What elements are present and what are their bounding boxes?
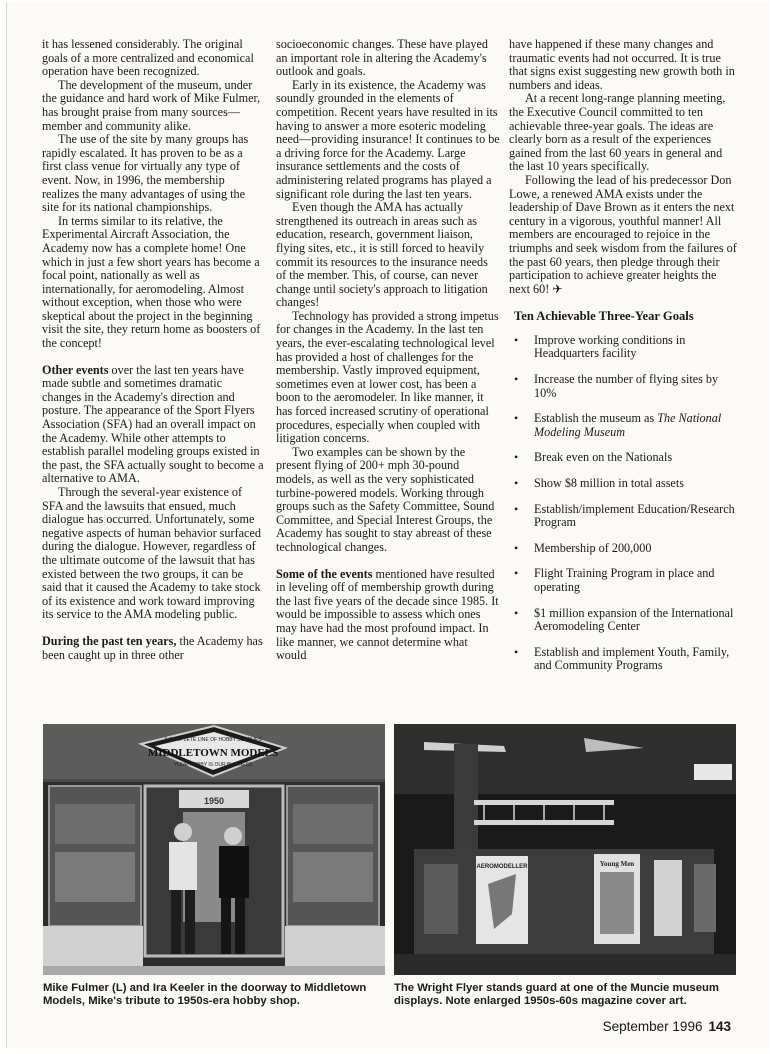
paragraph (42, 635, 264, 662)
goal-text-part: Establish the museum as (534, 411, 658, 426)
goal-item (514, 373, 737, 400)
photo-caption-right: The Wright Flyer stands guard at one of the Muncie museum displays. Note enlarged 1950s-60s magazine cover art. (394, 982, 719, 1007)
goal-text (534, 412, 737, 439)
museum-name: The National Modeling Museum (534, 411, 722, 439)
bullet-icon: • (514, 332, 519, 347)
paragraph-text: Following the lead of his predecessor Don Lowe, a renewed AMA exists under the leadership of Dave Brown as it enters the next century in a vigorous, youthful manner! All members are encouraged to rejoice in the triumphs and seek wisdom from the failures of the past 60 years, then pledge through their participation to achieve greater heights the next 60! (509, 172, 737, 296)
goal-item (514, 503, 737, 530)
paragraph (509, 174, 737, 296)
bullet-icon: • (514, 501, 519, 516)
paragraph: At a recent long-range planning meeting, the Executive Council committed to ten achievable three-year goals. The ideas are clearly born as a result of the experiences gained from the last 60 years in general and the last 10 years specifically. (509, 91, 726, 174)
paragraph: Early in its existence, the Academy was soundly grounded in the elements of competition. Recent years have resulted in its having to answer a more esoteric modeling need—providing insurance! It continues to be a driving force for the Academy. Large insurance settlements and the costs of administering related programs has played a significant role during the last ten years. (276, 77, 500, 201)
goal-text: Flight Training Program in place and operating (534, 566, 715, 594)
text-column-2 (276, 38, 500, 663)
paragraph: Through the several-year existence of SFA and the lawsuits that ensued, much dialogue has occurred. Unfortunately, some negative aspects of human behavior surfaced during the dialogue. However, regardless of the ultimate outcome of the lawsuit that has existed between the two groups, it can be said that it caused the Academy to take stock of its existence and work toward improving its service to the AMA modeling public. (42, 485, 261, 622)
airplane-icon: ✈ (552, 281, 563, 296)
paragraph: it has lessened considerably. The original goals of a more centralized and economical operation have been recognized. (42, 37, 254, 79)
hobby-shop-photo (43, 724, 385, 975)
hobby-shop-illustration (43, 724, 385, 975)
sign-main-text: MIDDLETOWN MODELS (147, 747, 279, 759)
paragraph: Even though the AMA has actually strengthened its outreach in areas such as education, research, government liaison, flying sites, etc., it is still forced to heavily commit its resources to the insurance needs of the member. This, of course, can never change until society's approach to litigation changes! (276, 200, 488, 310)
sign-top-text: A COMPLETE LINE OF HOBBY SUPPLIES (164, 737, 262, 743)
paragraph: socioeconomic changes. These have played an important role in altering the Academy's outlook and goals. (276, 37, 488, 79)
bullet-icon: • (514, 411, 519, 426)
goal-text: Membership of 200,000 (534, 540, 652, 555)
goal-item (514, 567, 737, 594)
goal-item (514, 607, 737, 634)
museum-display-illustration (394, 724, 736, 975)
issue-date: September 1996 (602, 1019, 703, 1034)
bullet-icon: • (514, 644, 519, 659)
run-in-heading: Some of the events (276, 566, 373, 581)
bullet-icon: • (514, 605, 519, 620)
goal-item (514, 542, 737, 556)
goal-text: Establish/implement Education/Research Program (534, 501, 735, 530)
bullet-icon: • (514, 372, 519, 387)
goal-item (514, 334, 737, 361)
goal-item (514, 477, 737, 491)
paragraph: Two examples can be shown by the present flying of 200+ mph 30-pound models, as well as the very sophisticated turbine-powered models. Working through groups such as the Safety Committee, Sound Committee, and Special Interest Groups, the Academy has sought to stay abreast of these technological changes. (276, 444, 495, 554)
run-in-heading: Other events (42, 362, 109, 377)
paragraph-text: the Academy has been caught up in three other (42, 633, 263, 662)
goals-heading: Ten Achievable Three-Year Goals (514, 309, 694, 324)
paragraph: have happened if these many changes and traumatic events had not occurred. It is true that signs exist suggesting new growth both in numbers and ideas. (509, 37, 735, 92)
text-column-1 (42, 38, 264, 662)
goal-text: Increase the number of flying sites by 10% (534, 372, 719, 400)
poster-title-2: Young Men (599, 860, 635, 868)
year-sign-text: 1950 (203, 796, 225, 806)
page-number: 143 (708, 1019, 731, 1034)
paragraph (42, 364, 264, 486)
paragraph (276, 568, 500, 663)
paragraph: Technology has provided a strong impetus for changes in the Academy. In the last ten years, the ever-escalating technological level has provided a host of challenges for the membership. Vastly improved equipment, sometimes even at lower cost, has been a boon to the aeromodeler. In like manner, it has forced increased scrutiny of operational procedures, especially when coupled with litigation concerns. (276, 308, 499, 446)
goal-text: Show $8 million in total assets (534, 476, 684, 491)
magazine-page (6, 2, 769, 1048)
poster-title-1: AEROMODELLER (476, 864, 528, 870)
paragraph-text: over the last ten years have made subtle and sometimes dramatic changes in the Academy's direction and posture. The appearance of the Sport Flyers Association (SFA) had an overall impact on the Academy. While other attempts to establish parallel modeling groups existed in the past, the SFA actually sought to become a alternative to AMA. (42, 362, 264, 486)
paragraph-text: mentioned have resulted in leveling off of membership growth during the last five years of the decade since 1985. It would be impossible to assess which ones may have had the most profound impact. In like manner, we cannot determine what would (276, 566, 499, 663)
goal-text: Break even on the Nationals (534, 450, 673, 465)
goal-text: $1 million expansion of the International Aeromodeling Center (534, 605, 734, 634)
paragraph: The development of the museum, under the guidance and hard work of Mike Fulmer, has brought praise from many sources—member and community alike. (42, 77, 261, 133)
run-in-heading: During the past ten years, (42, 633, 177, 648)
photo-caption-left: Mike Fulmer (L) and Ira Keeler in the doorway to Middletown Models, Mike's tribute to 1950s-era hobby shop. (43, 982, 367, 1007)
page-footer (603, 1019, 731, 1034)
sign-bottom-text: YOUR HOBBY IS OUR BUSINESS (173, 762, 253, 768)
paragraph: In terms similar to its relative, the Experimental Aircraft Association, the Academy now has a complete home! One which in just a few short years has become a focal point, nationally as well as internationally, for aeromodeling. Almost without exception, when those who were skeptical about the project in the beginning visit the site, they return home as boosters of the concept! (42, 213, 261, 351)
bullet-icon: • (514, 450, 519, 465)
bullet-icon: • (514, 476, 519, 491)
museum-display-photo (394, 724, 736, 975)
goal-text: Improve working conditions in Headquarters facility (534, 332, 686, 361)
bullet-icon: • (514, 540, 519, 555)
goal-text: Establish and implement Youth, Family, and Community Programs (534, 644, 730, 673)
bullet-icon: • (514, 566, 519, 581)
goal-item (514, 451, 737, 465)
goal-item (514, 412, 737, 439)
goal-item (514, 646, 737, 673)
paragraph: The use of the site by many groups has rapidly escalated. It has proven to be as a first class venue for virtually any type of event. Now, in 1996, the membership realizes the many advantages of using the site for its national championships. (42, 132, 249, 215)
text-column-3 (509, 38, 737, 685)
